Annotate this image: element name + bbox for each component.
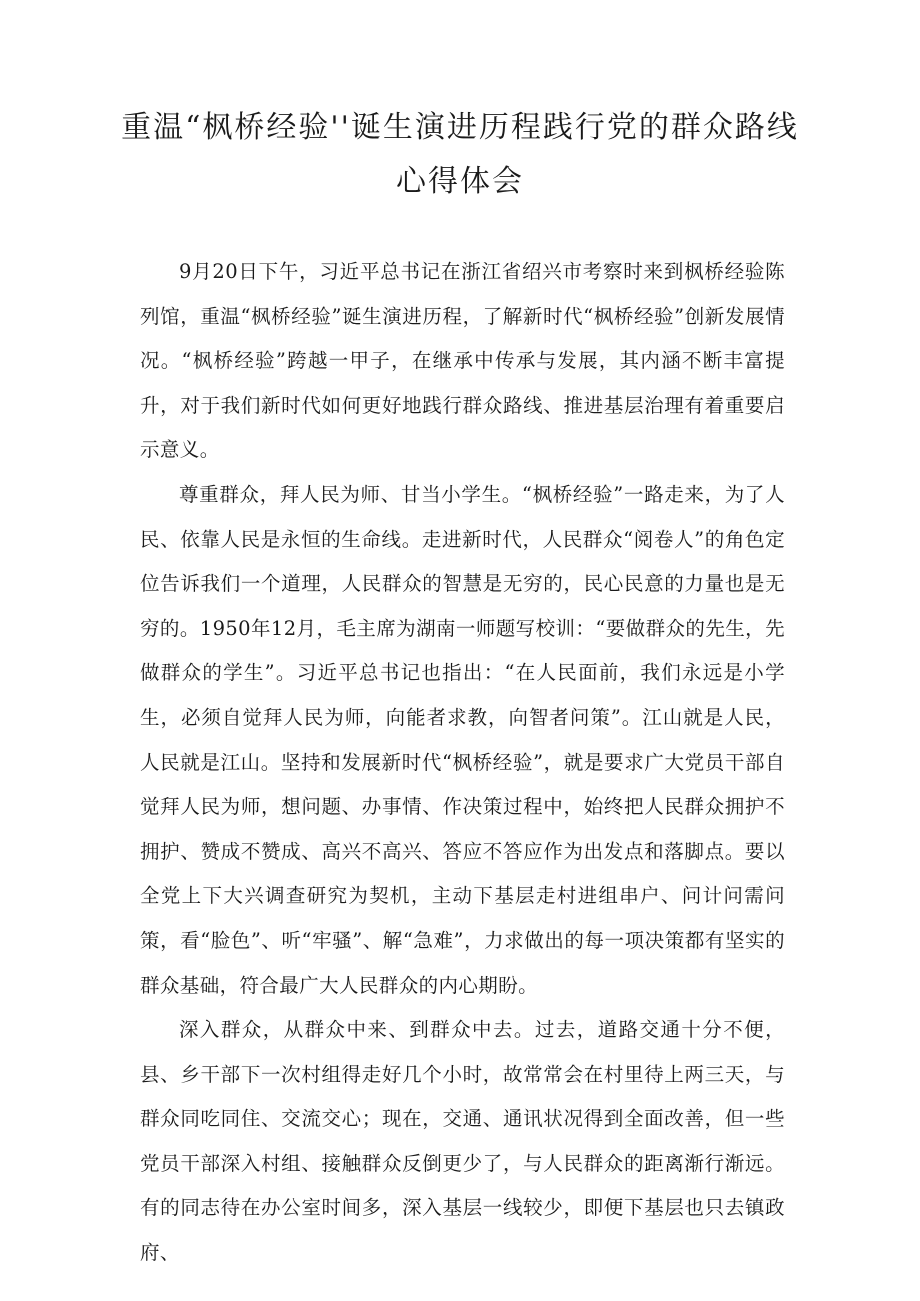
document-title-line-2: 心得体会 — [396, 164, 524, 199]
document-title-line-1: 重温“枫桥经验''诞生演进历程践行党的群众路线 — [121, 110, 799, 145]
paragraph-3: 深入群众，从群众中来、到群众中去。过去，道路交通十分不便，县、乡干部下一次村组得走好几个小时，故常常会在村里待上两三天，与群众同吃同住、交流交心；现在，交通、通讯状况得到全面改善，但一些党员干部深入村组、接触群众反倒更少了，与人民群众的距离渐行渐远。有的同志待在办公室时间多，深入基层一线较少，即便下基层也只去镇政府、 — [140, 1018, 785, 1265]
document-body — [140, 250, 785, 1276]
paragraph-2: 尊重群众，拜人民为师、甘当小学生。“枫桥经验”一路走来，为了人民、依靠人民是永恒的生命线。走进新时代，人民群众“阅卷人”的角色定位告诉我们一个道理，人民群众的智慧是无穷的，民心民意的力量也是无穷的。1950年12月，毛主席为湖南一师题写校训：“要做群众的先生，先做群众的学生”。习近平总书记也指出：“在人民面前，我们永远是小学生，必须自觉拜人民为师，向能者求教，向智者问策”。江山就是人民，人民就是江山。坚持和发展新时代“枫桥经验”，就是要求广大党员干部自觉拜人民为师，想问题、办事情、作决策过程中，始终把人民群众拥护不拥护、赞成不赞成、高兴不高兴、答应不答应作为出发点和落脚点。要以全党上下大兴调查研究为契机，主动下基层走村进组串户、问计问需问策，看“脸色”、听“牢骚”、解“急难”，力求做出的每一项决策都有坚实的群众基础，符合最广大人民群众的内心期盼。 — [140, 482, 785, 997]
paragraph-1: 9月20日下午，习近平总书记在浙江省绍兴市考察时来到枫桥经验陈列馆，重温“枫桥经验”诞生演进历程，了解新时代“枫桥经验”创新发展情况。“枫桥经验”跨越一甲子，在继承中传承与发展，其内涵不断丰富提升，对于我们新时代如何更好地践行群众路线、推进基层治理有着重要启示意义。 — [140, 260, 785, 462]
